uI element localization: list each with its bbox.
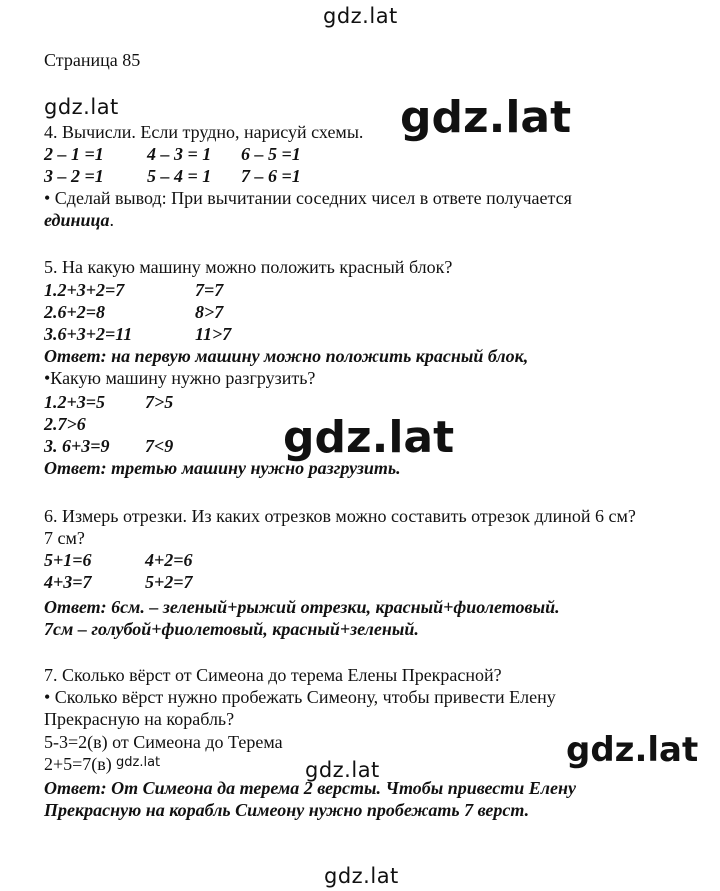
task5-row5: [44, 413, 86, 435]
task4-conclusion-answer: единица: [44, 210, 110, 230]
task4-r1c3: 6 – 5 =1: [241, 144, 301, 164]
watermark-left: gdz.lat: [44, 95, 119, 119]
task5-row3: [44, 323, 231, 345]
task5-row2: [44, 301, 223, 323]
task6-r1c2: 4+2=6: [145, 550, 193, 570]
watermark-top: gdz.lat: [323, 4, 398, 28]
task7-answer-line2: Прекрасную на корабль Симеону нужно пробежать 7 верст.: [44, 800, 530, 820]
task5-r4c1: 1.2+3=5: [44, 392, 106, 412]
watermark-large-right: gdz.lat: [566, 730, 699, 770]
task5-row6: [44, 435, 173, 457]
task5-answer1: Ответ: на первую машину можно положить красный блок,: [44, 346, 529, 366]
task6-r2c1: 4+3=7: [44, 572, 92, 592]
task7-sub-line2: Прекрасную на корабль?: [44, 709, 235, 729]
task5-r4c2: 7>5: [145, 392, 174, 412]
task6-question-line2: 7 см?: [44, 528, 85, 548]
task4-row2: [44, 165, 301, 187]
page-label: Страница 85: [44, 50, 141, 70]
task7-answer-line1: Ответ: От Симеона да терема 2 версты. Чтобы привести Елену: [44, 778, 577, 798]
task6-row2: [44, 571, 193, 593]
task4-r1c2: 4 – 3 = 1: [147, 144, 212, 164]
task5-r3c2: 11>7: [195, 324, 232, 344]
task5-r5c1: 2.7>6: [44, 414, 86, 434]
task6-answer-line1: Ответ: 6см. – зеленый+рыжий отрезки, красный+фиолетовый.: [44, 597, 560, 617]
task5-r1c1: 1.2+3+2=7: [44, 280, 125, 300]
task5-r3c1: 3.6+3+2=11: [44, 324, 133, 344]
task4-conclusion-end: .: [109, 210, 114, 230]
task4-r1c1: 2 – 1 =1: [44, 144, 104, 164]
task7-calc1: 5-3=2(в) от Симеона до Терема: [44, 732, 283, 752]
watermark-large-middle: gdz.lat: [283, 412, 455, 463]
task5-question: 5. На какую машину можно положить красный блок?: [44, 257, 453, 277]
task5-r6c2: 7<9: [145, 436, 174, 456]
task6-r2c2: 5+2=7: [145, 572, 193, 592]
watermark-bottom-middle: gdz.lat: [305, 758, 380, 782]
task4-conclusion: • Сделай вывод: При вычитании соседних чисел в ответе получается: [44, 188, 572, 208]
task5-r6c1: 3. 6+3=9: [44, 436, 110, 456]
watermark-tiny: gdz.lat: [116, 755, 161, 770]
task7-sub-line1: • Сколько вёрст нужно пробежать Симеону, чтобы привести Елену: [44, 687, 556, 707]
task5-subquestion: •Какую машину нужно разгрузить?: [44, 368, 316, 388]
task6-answer-line2: 7см – голубой+фиолетовый, красный+зеленый.: [44, 619, 419, 639]
task4-r2c2: 5 – 4 = 1: [147, 166, 212, 186]
watermark-footer: gdz.lat: [324, 864, 399, 888]
task5-row1: [44, 279, 223, 301]
task5-answer2: Ответ: третью машину нужно разгрузить.: [44, 458, 401, 478]
task4-r2c3: 7 – 6 =1: [241, 166, 301, 186]
task5-r2c2: 8>7: [195, 302, 224, 322]
task4-r2c1: 3 – 2 =1: [44, 166, 104, 186]
task4-question: 4. Вычисли. Если трудно, нарисуй схемы.: [44, 122, 364, 142]
task6-row1: [44, 549, 193, 571]
task5-row4: [44, 391, 173, 413]
task5-r2c1: 2.6+2=8: [44, 302, 106, 322]
task7-question: 7. Сколько вёрст от Симеона до терема Елены Прекрасной?: [44, 665, 502, 685]
watermark-large-top: gdz.lat: [400, 92, 572, 143]
task4-row1: [44, 143, 301, 165]
task7-calc2: 2+5=7(в): [44, 754, 112, 774]
task4-conclusion-answer-line: [44, 209, 114, 231]
task5-r1c2: 7=7: [195, 280, 224, 300]
task6-question-line1: 6. Измерь отрезки. Из каких отрезков можно составить отрезок длиной 6 см?: [44, 506, 636, 526]
task6-r1c1: 5+1=6: [44, 550, 92, 570]
